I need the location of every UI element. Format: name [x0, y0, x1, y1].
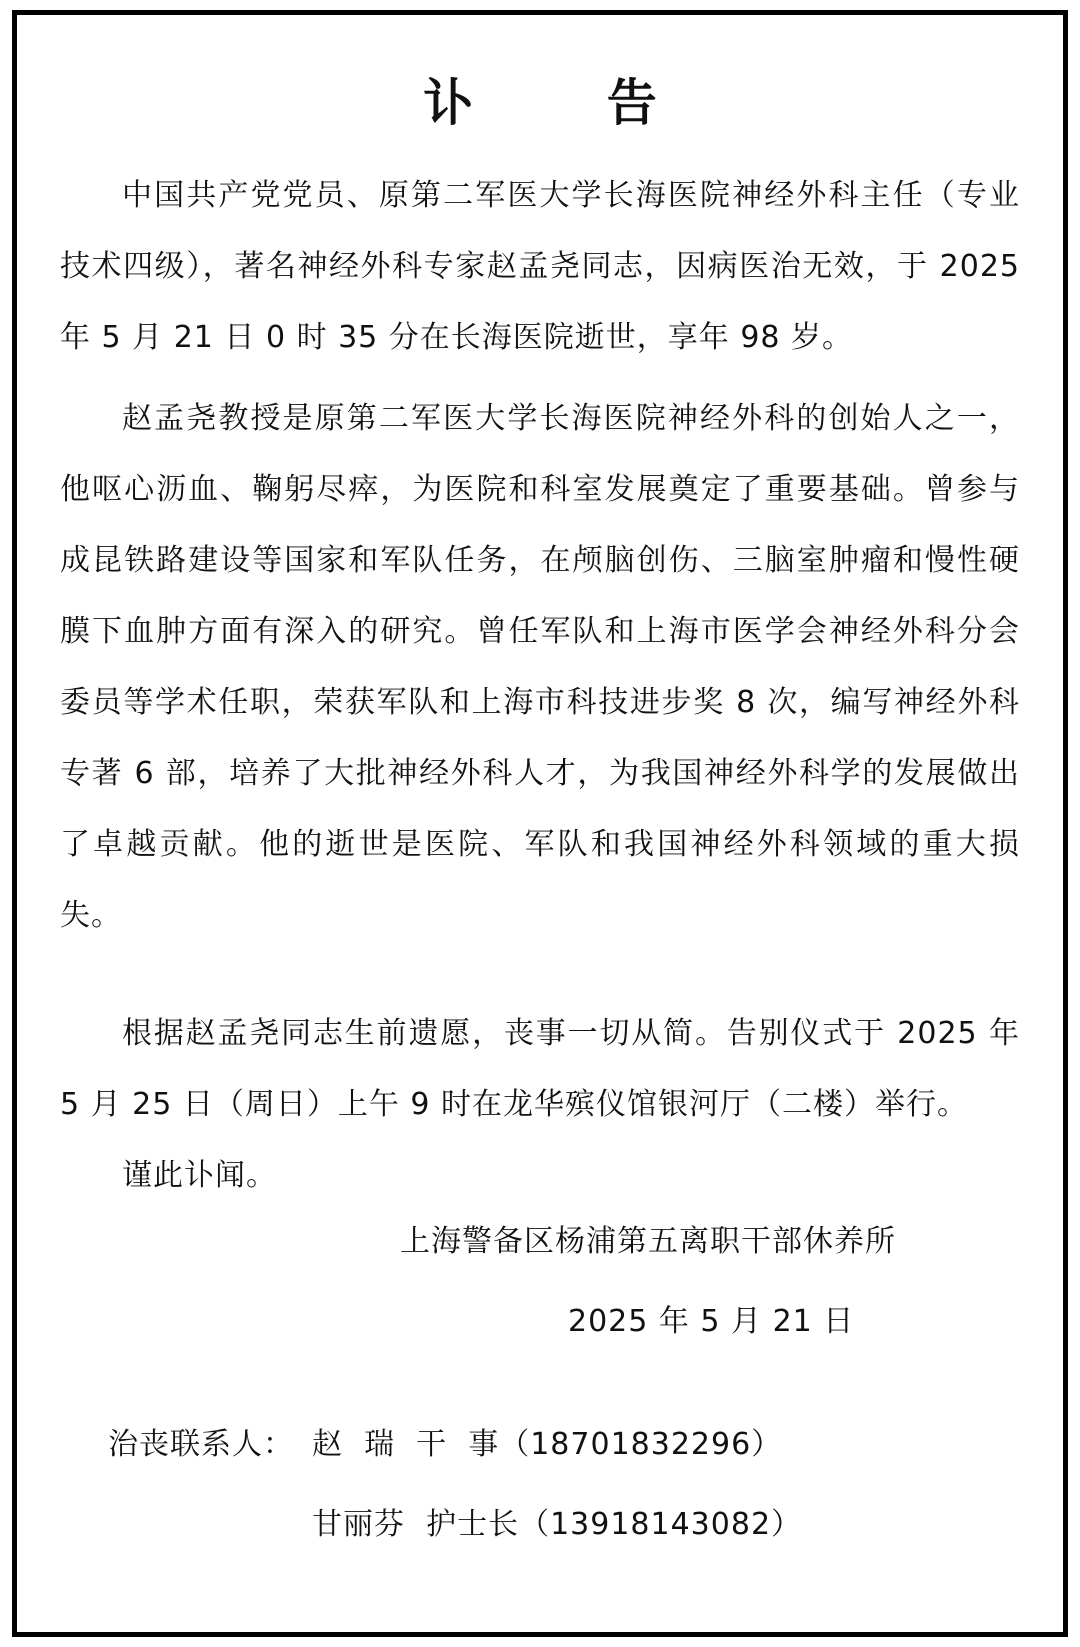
signer-organization: 上海警备区杨浦第五离职干部休养所 [400, 1224, 896, 1259]
paragraph-closing: 谨此讣闻。 [122, 1158, 277, 1193]
paragraph-biography: 赵孟尧教授是原第二军医大学长海医院神经外科的创始人之一，他呕心沥血、鞠躬尽瘁，为医院和科室发展奠定了重要基础。曾参与成昆铁路建设等国家和军队任务，在颅脑创伤、三脑室肿瘤和慢性硬膜下血肿方面有深入的研究。曾任军队和上海市医学会神经外科分会委员等学术任职，荣获军队和上海市科技进步奖 8 次，编写神经外科专著 6 部，培养了大批神经外科人才，为我国神经外科学的发展做出了卓越贡献。他的逝世是医院、军队和我国神经外科领域的重大损失。 [60, 401, 1020, 933]
contact-label: 治丧联系人： [108, 1427, 294, 1462]
contact-person-1: 赵 瑞 干 事（18701832296） [312, 1427, 783, 1462]
paragraph-announcement: 中国共产党党员、原第二军医大学长海医院神经外科主任（专业技术四级），著名神经外科专家赵孟尧同志，因病医治无效，于 2025 年 5 月 21 日 0 时 35 分在长海医院逝世，享年 98 岁。 [60, 178, 1020, 355]
notice-title: 讣 告 [423, 74, 715, 132]
paragraph-funeral-arrangements: 根据赵孟尧同志生前遗愿，丧事一切从简。告别仪式于 2025 年 5 月 25 日（周日）上午 9 时在龙华殡仪馆银河厅（二楼）举行。 [60, 1016, 1020, 1122]
notice-date: 2025 年 5 月 21 日 [568, 1304, 855, 1339]
contact-person-2: 甘丽芬 护士长（13918143082） [312, 1507, 803, 1542]
